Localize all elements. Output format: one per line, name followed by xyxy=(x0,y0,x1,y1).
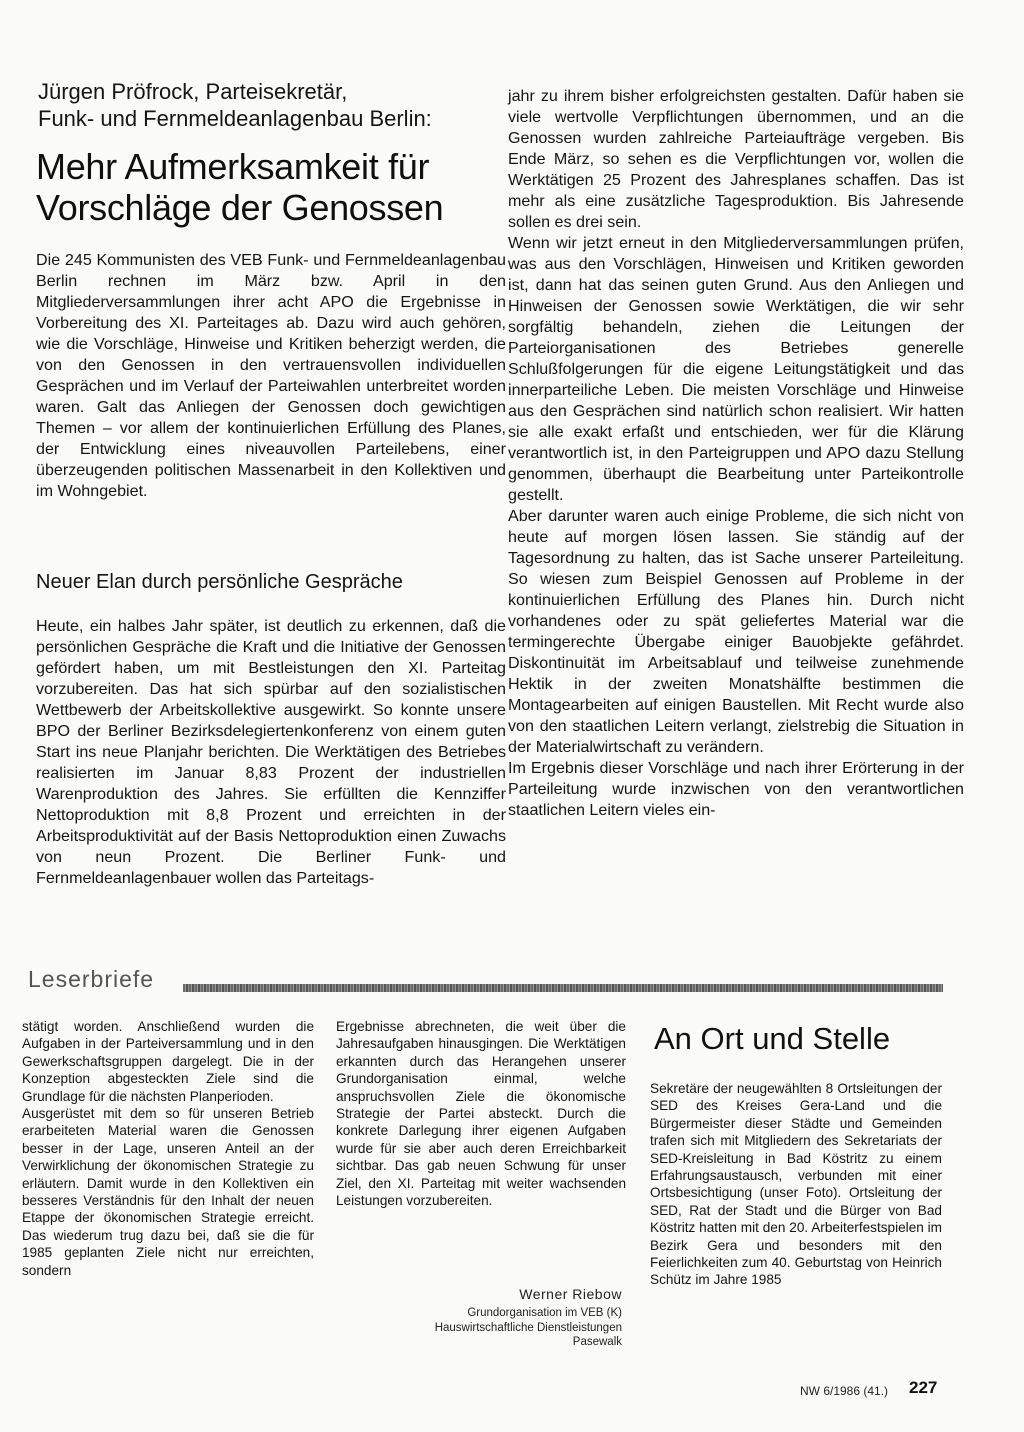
letter-paragraph: Ergebnisse abrechneten, die weit über die Jahresaufgaben hinausgingen. Die Werktätigen erkannten durch das Herangehen unserer Grundorganisation einmal, welche anspruchsvollen Ziele die ökonomische Strategie der Partei absteckt. Durch die konkrete Darlegung ihrer eigenen Aufgaben wurde für sie aber auch deren Erreichbarkeit sichtbar. Das gab neuen Schwung für unser Ziel, den XI. Parteitag mit weiter wachsenden Leistungen vorzubereiten. xyxy=(336,1019,626,1209)
article-intro: Die 245 Kommunisten des VEB Funk- und Fernmeldeanlagenbau Berlin rechnen im März bzw. April in den Mitgliederversammlungen ihrer acht APO die Ergebnisse in Vorbereitung des XI. Parteitages ab. Dazu wird auch gehören, wie die Vorschläge, Hinweise und Kritiken beherzigt werden, die von den Genossen in den vertrauensvollen individuellen Gesprächen und im Verlauf der Parteiwahlen unterbreitet worden waren. Galt das Anliegen der Genossen doch gewichtigen Themen – vor allem der kontinuierlichen Erfüllung des Planes, der Entwicklung eines niveauvollen Parteilebens, einer überzeugenden politischen Massenarbeit in den Kollektiven und im Wohngebiet. xyxy=(36,251,506,500)
kicker-line-1: Jürgen Pröfrock, Parteisekretär, xyxy=(38,79,348,104)
letter-paragraph: Ausgerüstet mit dem so für unseren Betrieb erarbeiteten Material waren die Genossen besser in der Lage, unseren Anteil an der Verwirklichung der ökonomischen Strategie zu erläutern. Damit wurde in den Kollektiven ein besseres Verständnis für den Inhalt der neuen Etappe der ökonomischen Strategie erreicht. Das wiederum trug dazu bei, daß sie die für 1985 geplanten Ziele nicht nur erreichten, sondern xyxy=(22,1106,314,1278)
signature-name: Werner Riebow xyxy=(519,1286,622,1302)
signature-org-line: Pasewalk xyxy=(572,1336,622,1348)
article-headline xyxy=(36,146,506,228)
kicker-line-2: Funk- und Fernmeldeanlagenbau Berlin: xyxy=(38,106,432,131)
headline-line-1: Mehr Aufmerksamkeit für xyxy=(36,146,430,187)
section-label-leserbriefe: Leserbriefe xyxy=(28,966,155,992)
letters-column-1 xyxy=(22,1018,314,1279)
article-right-paragraph: Aber darunter waren auch einige Probleme, die sich nicht von heute auf morgen lösen lassen. Sie ständig auf der Tagesordnung zu halten, das ist Sache unserer Parteileitung. So wiesen zum Beispiel Genossen auf Probleme in der kontinuierlichen Erfüllung des Planes hin. Durch nicht vorhandenes oder zu spät geliefertes Material war die termingerechte Übergabe einiger Bauobjekte gefährdet. Diskontinuität im Arbeitsablauf und teilweise zunehmende Hektik in der zweiten Monatshälfte bestimmen die Montagearbeiten auf einigen Baustellen. Mit Recht wurde also von den staatlichen Leitern verlangt, zielstrebig die Situation in der Materialwirtschaft zu verändern. xyxy=(508,507,964,756)
headline-line-2: Vorschläge der Genossen xyxy=(36,187,444,228)
box-text: Sekretäre der neugewählten 8 Ortsleitungen der SED des Kreises Gera-Land und die Bürgermeister dieser Städte und Gemeinden trafen sich mit Mitgliedern des Sekretariats der SED-Kreisleitung in Bad Köstritz zu einem Erfahrungsaustausch, verbunden mit einer Ortsbesichtigung (unser Foto). Ortsleitung der SED, Rat der Stadt und die Bürger von Bad Köstritz hatten mit den 20. Arbeiterfestspielen im Bezirk Gera und besonders mit den Feierlichkeiten zum 40. Geburtstag von Heinrich Schütz im Jahre 1985 xyxy=(650,1081,942,1288)
page-number: 227 xyxy=(909,1378,938,1397)
letters-column-2 xyxy=(336,1018,626,1209)
article-kicker xyxy=(38,78,498,132)
section-rule xyxy=(183,984,943,992)
article-right-paragraph: Im Ergebnis dieser Vorschläge und nach ihrer Erörterung in der Parteileitung wurde inzwischen von den verantwortlichen staatlichen Leitern vieles ein- xyxy=(508,759,964,819)
article-right-paragraph: Wenn wir jetzt erneut in den Mitgliederversammlungen prüfen, was aus den Vorschlägen, Hinweisen und Kritiken geworden ist, dann hat das seinen guten Grund. Aus den Anliegen und Hinweisen der Genossen sowie Werktätigen, die wir sehr sorgfältig behandeln, ziehen die Leitungen der Parteiorganisationen des Betriebes generelle Schlußfolgerungen für die eigene Leitungstätigkeit und das innerparteiliche Leben. Die meisten Vorschläge und Hinweise aus den Gesprächen sind natürlich schon realisiert. Wir hatten sie alle exakt erfaßt und entschieden, wer für die Klärung verantwortlich ist, in den Parteigruppen und APO dazu Stellung genommen, überhaupt die Bearbeitung unter Parteikontrolle gestellt. xyxy=(508,234,964,504)
article-right-paragraph: jahr zu ihrem bisher erfolgreichsten gestalten. Dafür haben sie viele wertvolle Verpflichtungen übernommen, und an die Genossen wurden zahlreiche Parteiaufträge vergeben. Bis Ende März, so sehen es die Verpflichtungen vor, wollen die Werktätigen 25 Prozent des Jahresplanes schaffen. Das ist mehr als eine zusätzliche Tagesproduktion. Bis Jahresende sollen es drei sein. xyxy=(508,87,964,231)
letter-paragraph: stätigt worden. Anschließend wurden die Aufgaben in der Parteiversammlung und in den Gewerkschaftsgruppen dargelegt. Die in der Konzeption abgesteckten Ziele sind die Grundlage für die nächsten Planperioden. xyxy=(22,1019,314,1104)
article-body-left: Heute, ein halbes Jahr später, ist deutlich zu erkennen, daß die persönlichen Gespräche die Kraft und die Initiative der Genossen gefördert haben, um mit Bestleistungen den XI. Parteitag vorzubereiten. Das hat sich spürbar auf den sozialistischen Wettbewerb der Arbeitskollektive ausgewirkt. So konnte unsere BPO der Berliner Bezirksdelegiertenkonferenz von einem guten Start ins neue Planjahr berichten. Die Werktätigen des Betriebes realisierten im Januar 8,83 Prozent der industriellen Warenproduktion des Jahres. Sie erfüllten die Kennziffer Nettoproduktion mit 8,8 Prozent und erreichten in der Arbeitsproduktivität auf der Basis Nettoproduktion einen Zuwachs von neun Prozent. Die Berliner Funk- und Fernmeldeanlagenbauer wollen das Parteitags- xyxy=(36,617,506,887)
signature-org-line: Hauswirtschaftliche Dienstleistungen xyxy=(434,1321,622,1334)
signature-organization xyxy=(332,1306,622,1350)
issue-reference: NW 6/1986 (41.) xyxy=(800,1384,889,1398)
article-right-column xyxy=(508,86,964,821)
signature-org-line: Grundorganisation im VEB (K) xyxy=(467,1307,622,1319)
article-subhead: Neuer Elan durch persönliche Gespräche xyxy=(36,571,403,593)
box-title: An Ort und Stelle xyxy=(654,1021,891,1056)
